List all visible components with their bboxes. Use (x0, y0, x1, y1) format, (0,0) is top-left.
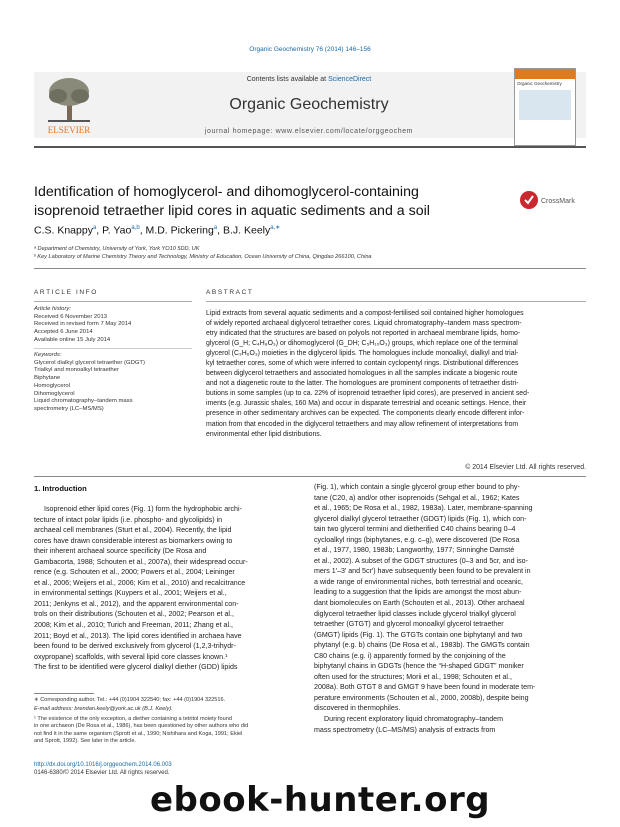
footnote-corresponding: ∗ Corresponding author. Tel.: +44 (0)1904 322540; fax: +44 (0)1904 322516. (34, 697, 226, 703)
publisher-name: ELSEVIER (47, 125, 91, 135)
article-history: Article history: Received 6 November 2013 Received in revised form 7 May 2014 Accepted 6 June 2014 Available online 15 July 2014 (34, 306, 132, 343)
header-divider (34, 146, 586, 148)
section-heading-introduction: 1. Introduction (34, 484, 87, 493)
issn-line: 0146-6380/© 2014 Elsevier Ltd. All rights reserved. (34, 770, 170, 776)
copyright-notice: © 2014 Elsevier Ltd. All rights reserved. (465, 464, 586, 471)
abstract-rule (206, 301, 586, 302)
author-name[interactable]: C.S. Knappy (34, 224, 93, 237)
keyword: Biphytane (34, 375, 61, 382)
section-divider (34, 268, 586, 269)
cover-title: Organic Geochemistry (517, 81, 562, 86)
journal-reference[interactable]: Organic Geochemistry 76 (2014) 146–156 (249, 46, 371, 53)
crossmark-label: CrossMark (541, 198, 575, 205)
body-divider (34, 476, 586, 477)
footnote-1: ¹ The existence of the only exception, a diether containing a tetritol moiety found in one archaeon (De Rosa et al., 1986), has been questioned by other authors who did not find it in the same organism (Sprott et al., 1990; Nishihara and Koga, 1991; Ekiel and Sprott, 1992). See later in the article. (34, 716, 249, 745)
keyword: Liquid chromatography–tandem mass (34, 398, 133, 405)
affiliation-b: ᵇ Key Laboratory of Marine Chemistry Theory and Technology, Ministry of Education, Ocean University of China, Qingdao 266100, China (34, 254, 372, 260)
article-title: Identification of homoglycerol- and dihomoglycerol-containing isoprenoid tetraether lipid cores in aquatic sediments and a soil (34, 184, 430, 219)
keywords-rule (34, 348, 192, 349)
journal-name: Organic Geochemistry (229, 96, 389, 113)
journal-cover-thumbnail[interactable] (514, 68, 576, 146)
keywords-list: Keywords: Glycerol dialkyl glycerol tetraether (GDGT) Trialkyl and monoalkyl tetraether Biphytane Homoglycerol Dihomoglycerol Liquid chromatography–tandem mass spectrometry (LC–MS/MS) (34, 352, 194, 414)
affiliation-a: ᵃ Department of Chemistry, University of York, York YO10 5DD, UK (34, 246, 200, 252)
keyword: spectrometry (LC–MS/MS) (34, 405, 104, 412)
intro-right-column: (Fig. 1), which contain a single glycerol group ether bound to phy- tane (C20, a) and/or other isoprenoids (Sehgal et al., 1962; Kates et al., 1965; De Rosa et al., 1982, 1983a). Later, membrane-spanning glycerol dialkyl glycerol tetraether (GDGT) lipids (Fig. 1), which con- tain two glycerol termini and dietherified C40 chains bearing 0–4 cycloalkyl rings (biphytanes, e.g. c–g), were discovered (De Rosa et al., 1977, 1980, 1983b; Langworthy, 1977; Sinninghe Damsté et al., 2002). A subset of the GDGT structures (0–3 and 5cr, and iso- mers 1′–3′ and 5cr′) have subsequently been found to be prevalent in a wide range of environmental niches, both terrestrial and oceanic, leading to a suggestion that the lipids are amongst the most abun- dant biomolecules on Earth (Schouten et al., 2013). Other archaeal diglycerol tetraether lipid classes include glycerol trialkyl glycerol tetraether (GTGT) and glycerol monoalkyl glycerol tetraether (GMGT) lipids (Fig. 1). The GTGTs contain one biphytanyl and two phytanyl (e.g. b) chains (De Rosa et al., 1983b). The GMGTs contain C80 chains (e.g. i) apparently formed by the conjoining of the biphytanyl chains in GDGTs (hence the “H-shaped GDGT” moniker often used for the structures; Morii et al., 1998; Schouten et al., 2008a). Both GTGT 8 and GMGT 9 have been found in moderate tem- perature environments (Schouten et al., 2000, 2008b), despite being discovered in thermophiles. During recent exploratory liquid chromatography–tandem mass spectrometry (LC–MS/MS) analysis of extracts from (314, 483, 536, 734)
crossmark-icon[interactable] (519, 189, 579, 211)
author-name[interactable]: P. Yao (102, 224, 132, 237)
author-name[interactable]: M.D. Pickering (145, 224, 214, 237)
keyword: Glycerol dialkyl glycerol tetraether (GDGT) (34, 359, 145, 366)
article-info-rule (34, 301, 192, 302)
abstract-heading: ABSTRACT (206, 289, 254, 296)
journal-homepage[interactable]: journal homepage: www.elsevier.com/locate/orggeochem (204, 128, 414, 135)
contents-list-note: Contents lists available at ScienceDirect (246, 76, 372, 83)
doi-footer (34, 761, 172, 777)
author-name[interactable]: B.J. Keely (222, 224, 271, 237)
keyword: Trialkyl and monoalkyl tetraether (34, 367, 119, 374)
elsevier-logo (34, 72, 104, 138)
keyword: Homoglycerol (34, 382, 71, 389)
footnote-email[interactable]: E-mail address: brendan.keely@york.ac.uk (B.J. Keely). (34, 706, 173, 712)
intro-left-column: Isoprenoid ether lipid cores (Fig. 1) form the hydrophobic archi- tecture of intact polar lipids (i.e. phospho- and glycolipids) in archaeal cell membranes (Sturt et al., 2004). Recently, the lipid cores have drawn considerable interest as biomarkers owing to their inherent archaeal source specificity (De Rosa and Gambacorta, 1988; Schouten et al., 2007a), their widespread occur- rence (e.g. Schouten et al., 2000; Powers et al., 2004; Leininger et al., 2006; Weijers et al., 2006; Kim et al., 2010) and recalcitrance in environmental settings (Kuypers et al., 2001; Weijers et al., 2011; Jenkyns et al., 2012), and the apparent environmental con- trols on their distributions (Schouten et al., 2002; Pearson et al., 2008; Kim et al., 2010; Turich and Freeman, 2011; Zhang et al., 2011; Boyd et al., 2013). The lipid cores identified in archaea have been found to be derived exclusively from glycerol (1,2,3-trihydr- oxypropane) scaffolds, with several lipid core classes known.¹ The first to be identified were glycerol dialkyl diether (GDD) lipids (34, 505, 248, 672)
doi-link[interactable]: http://dx.doi.org/10.1016/j.orggeochem.2014.06.003 (34, 762, 172, 768)
sciencedirect-link[interactable]: ScienceDirect (328, 76, 372, 83)
author-list: C.S. Knappy$^a$, P. Yao$^{a,b}$, M.D. Pickering$^a$, B.J. Keely$^{a,∗}$ (34, 224, 281, 237)
article-info-heading: ARTICLE INFO (34, 289, 98, 296)
watermark-text: ebook-hunter.org (150, 780, 491, 820)
keyword: Dihomoglycerol (34, 390, 75, 397)
abstract-text: Lipid extracts from several aquatic sediments and a compost-fertilised soil contained higher homologues of widely reported archaeal diglycerol tetraether cores. Liquid chromatography–tandem mass spectrom- etry indicated that the structures are based on polyols not reported in archaeal membrane lipids, homo- glycerol (G_H; C₄H₈O₃) or dihomoglycerol (G_DH; C₅H₁₀O₃) groups, which replace one of the terminal glycerol (C₃H₆O₃) moieties in the diglycerol lipids. The homologues include monoalkyl, dialkyl and trial- kyl tetraether cores, some of which were inferred to contain cyclopentyl rings. Distributional differences between diglycerol tetraethers and associated homologues in all the samples indicate a biogenic route and not a diagenetic route to the latter. The homologues are prominent components of tetraether distri- butions in some samples (up to ca. 22% of isoprenoid tetraether lipid cores), are preserved in ancient sed- iments (e.g. Jurassic shales, 160 Ma) and occur in disparate terrestrial and oceanic settings. Hence, their presence in other sedimentary archives can be expected. The components clearly encode different infor- mation from that encoded in the diglycerol tetraethers and may allow refinement of interpretations from environmental ether lipid distributions. (206, 310, 530, 438)
footnote-rule (34, 693, 94, 694)
